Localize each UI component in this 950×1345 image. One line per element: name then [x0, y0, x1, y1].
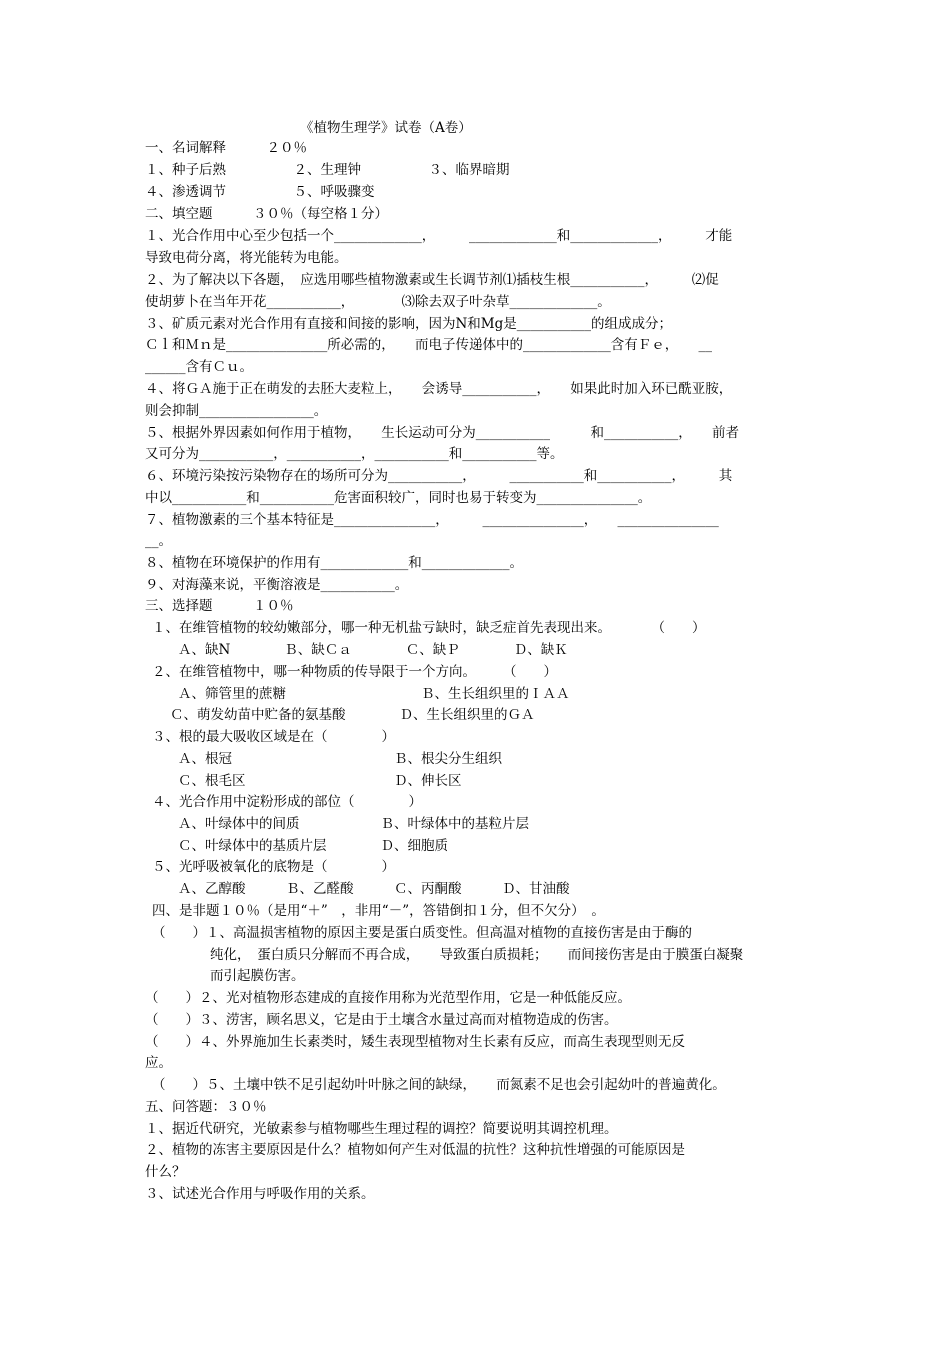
section-heading: 三、选择题 １０％	[145, 598, 294, 614]
text-line: ３、矿质元素对光合作用有直接和间接的影响，因为N和Mg是___________的组成成分；	[145, 316, 673, 332]
text-line: __。	[145, 533, 172, 549]
question-line: １、在维管植物的较幼嫩部分，哪一种无机盐亏缺时，缺乏症首先表现出来。 （ ）	[152, 620, 706, 636]
text-line: （ ）４、外界施加生长素类时，矮生表现型植物对生长素有反应，而高生表现型则无反	[145, 1034, 685, 1050]
text-line: 导致电荷分离，将光能转为电能。	[145, 250, 348, 266]
text-line: Ｃｌ和Ｍｎ是_______________所必需的， 而电子传递体中的_____________含有Ｆｅ， __	[145, 337, 712, 353]
text-line: ９、对海藻来说，平衡溶液是___________。	[145, 577, 409, 593]
option-line: Ａ、缺N Ｂ、缺Ｃａ Ｃ、缺Ｐ Ｄ、缺Ｋ	[178, 642, 568, 658]
question-line: ２、在维管植物中，哪一种物质的传导限于一个方向。 （ ）	[152, 664, 557, 680]
question-line: ５、光呼吸被氧化的底物是（ ）	[152, 859, 395, 875]
option-line: Ｃ、根毛区 Ｄ、伸长区	[178, 773, 462, 789]
text-line: ４、渗透调节 ５、呼吸骤变	[145, 184, 375, 200]
text-line: 则会抑制_________________。	[145, 403, 328, 419]
option-line: Ａ、根冠 Ｂ、根尖分生组织	[178, 751, 502, 767]
section-heading: 一、名词解释 ２０％	[145, 140, 307, 156]
option-line: Ａ、筛管里的蔗糖 Ｂ、生长组织里的ＩＡＡ	[178, 686, 570, 702]
text-line: ６、环境污染按污染物存在的场所可分为___________， ___________和___________， 其	[145, 468, 733, 484]
question-line: ３、根的最大吸收区域是在（ ）	[152, 729, 395, 745]
text-line: ２、为了解决以下各题， 应选用哪些植物激素或生长调节剂⑴插枝生根___________， ⑵促	[145, 272, 719, 288]
text-line: ２、植物的冻害主要原因是什么？植物如何产生对低温的抗性？这种抗性增强的可能原因是	[145, 1142, 685, 1158]
text-line: 使胡萝卜在当年开花___________， ⑶除去双子叶杂草_____________。	[145, 294, 611, 310]
text-line: １、据近代研究，光敏素参与植物哪些生理过程的调控？简要说明其调控机理。	[145, 1121, 618, 1137]
option-line: Ｃ、萌发幼苗中贮备的氨基酸 Ｄ、生长组织里的ＧＡ	[170, 707, 535, 723]
text-line: （ ）３、涝害，顾名思义，它是由于土壤含水量过高而对植物造成的伤害。	[145, 1012, 618, 1028]
text-line: 又可分为___________，___________，___________和___________等。	[145, 446, 564, 462]
text-line: 而引起膜伤害。	[210, 968, 305, 984]
text-line: ______含有Ｃｕ。	[145, 359, 253, 375]
text-line: ３、试述光合作用与呼吸作用的关系。	[145, 1186, 375, 1202]
text-line: 纯化， 蛋白质只分解而不再合成， 导致蛋白质损耗； 而间接伤害是由于膜蛋白凝聚	[210, 947, 744, 963]
text-line: 中以___________和___________危害面积较广，同时也易于转变为_______________。	[145, 490, 652, 506]
text-line: （ ）１、高温损害植物的原因主要是蛋白质变性。但高温对植物的直接伤害是由于酶的	[152, 925, 692, 941]
text-line: （ ）５、土壤中铁不足引起幼叶叶脉之间的缺绿， 而氮素不足也会引起幼叶的普遍黄化。	[152, 1077, 726, 1093]
section-heading: 五、问答题：３０％	[145, 1099, 267, 1115]
text-line: （ ）２、光对植物形态建成的直接作用称为光范型作用，它是一种低能反应。	[145, 990, 631, 1006]
section-heading: 二、填空题 ３０％（每空格１分）	[145, 206, 388, 222]
text-line: ５、根据外界因素如何作用于植物， 生长运动可分为___________ 和___________， 前者	[145, 425, 739, 441]
section-heading: 四、是非题１０％（是用“＋” ，非用“－”，答错倒扣１分，但不欠分） 。	[152, 903, 605, 919]
text-line: 什么？	[145, 1164, 186, 1180]
text-line: ４、将ＧＡ施于正在萌发的去胚大麦粒上， 会诱导___________， 如果此时加入环已酰亚胺，	[145, 381, 733, 397]
option-line: Ｃ、叶绿体中的基质片层 Ｄ、细胞质	[178, 838, 448, 854]
text-line: 应。	[145, 1055, 172, 1071]
text-line: ８、植物在环境保护的作用有_____________和_____________。	[145, 555, 523, 571]
text-line: １、种子后熟 ２、生理钟 ３、临界暗期	[145, 162, 510, 178]
question-line: ４、光合作用中淀粉形成的部位（ ）	[152, 794, 422, 810]
exam-title: 《植物生理学》试卷（A卷）	[300, 120, 472, 136]
option-line: Ａ、叶绿体中的间质 Ｂ、叶绿体中的基粒片层	[178, 816, 529, 832]
text-line: ７、植物激素的三个基本特征是_______________， _______________， _______________	[145, 512, 719, 528]
text-line: １、光合作用中心至少包括一个_____________， _____________和_____________， 才能	[145, 228, 733, 244]
option-line: Ａ、乙醇酸 Ｂ、乙醛酸 Ｃ、丙酮酸 Ｄ、甘油酸	[178, 881, 570, 897]
